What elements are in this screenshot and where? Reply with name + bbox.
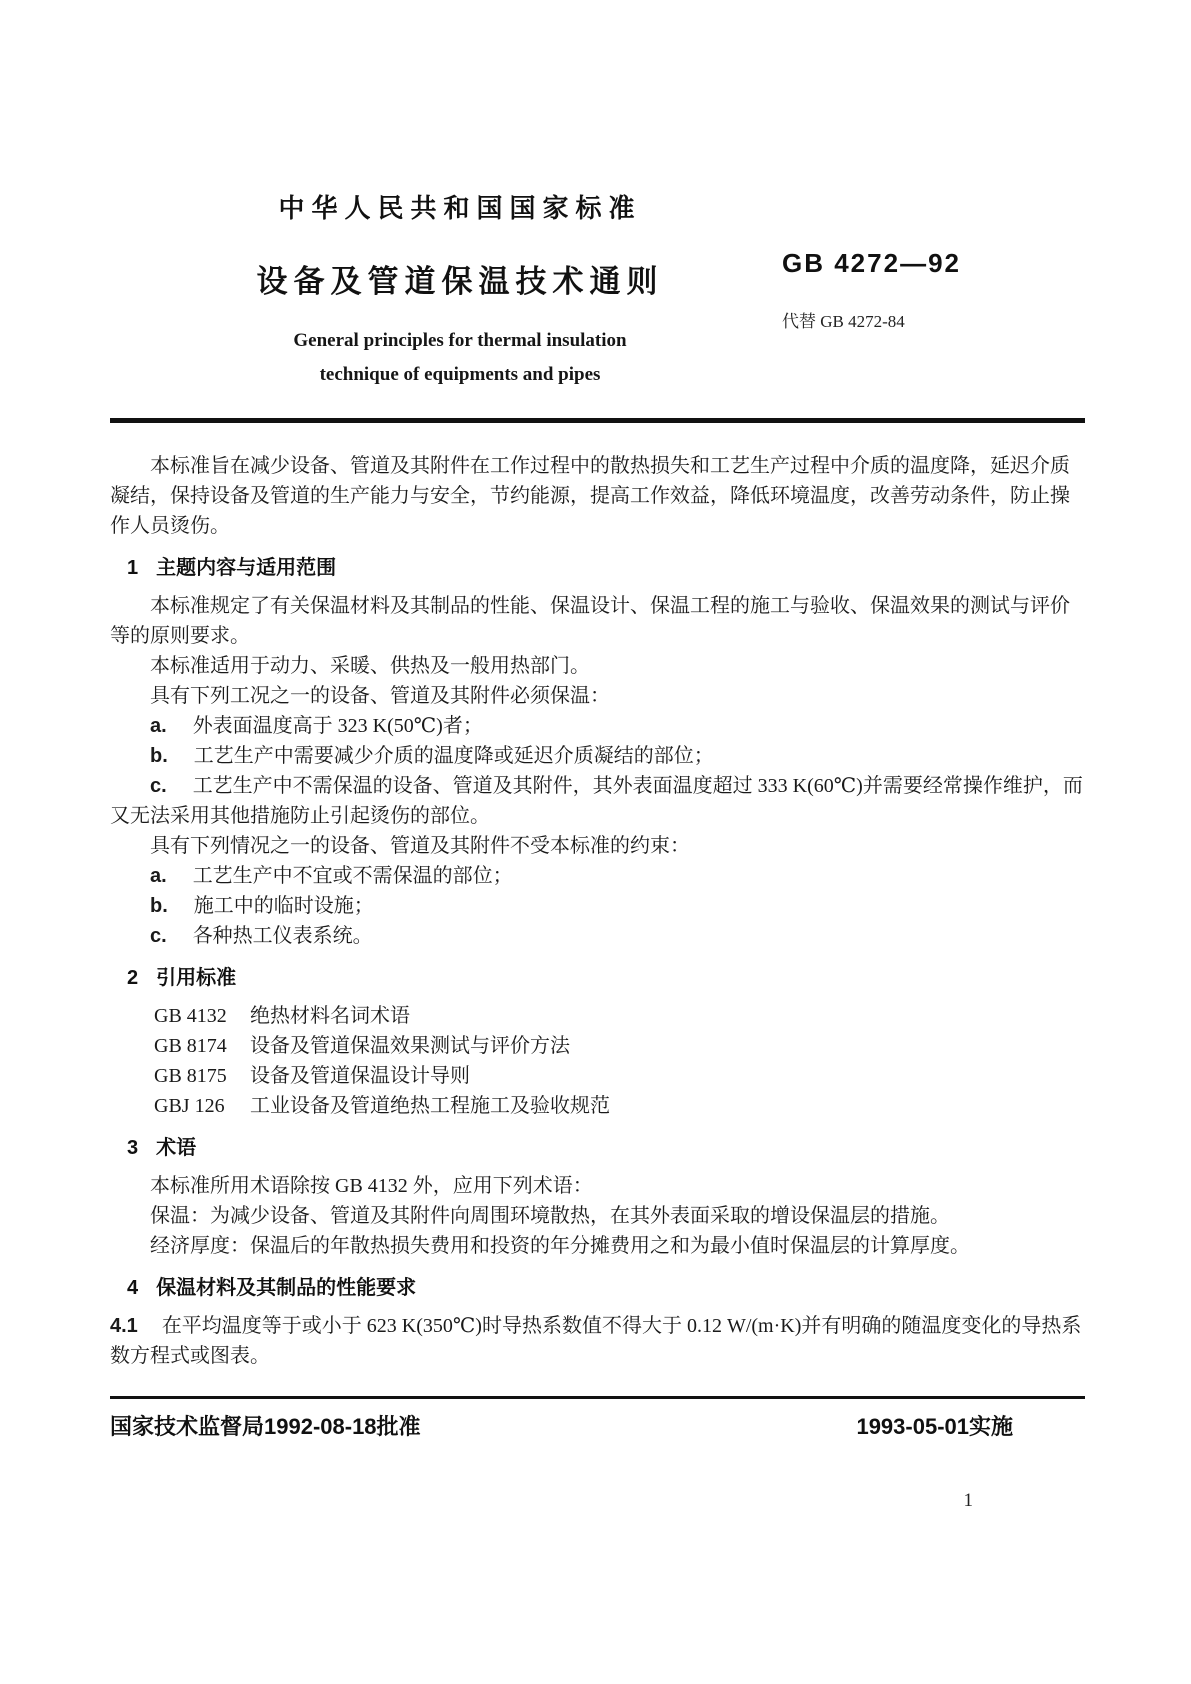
header-rule bbox=[110, 418, 1085, 423]
document-title: 设备及管道保温技术通则 bbox=[256, 264, 664, 299]
section-number: 4 bbox=[127, 1277, 139, 1299]
reference-title: 设备及管道保温效果测试与评价方法 bbox=[250, 1035, 570, 1057]
paragraph: 本标准适用于动力、采暖、供热及一般用热部门。 bbox=[150, 655, 590, 677]
section-number: 2 bbox=[127, 967, 139, 989]
list-item bbox=[110, 921, 1085, 951]
section-title: 术语 bbox=[156, 1137, 197, 1159]
list-item bbox=[110, 861, 1085, 891]
approval-info: 国家技术监督局1992-08-18批准 bbox=[110, 1414, 421, 1439]
list-item-text: 工艺生产中不宜或不需保温的部位； bbox=[192, 865, 513, 887]
reference-code: GB 8174 bbox=[154, 1035, 227, 1057]
section-4-heading bbox=[110, 1273, 1085, 1303]
paragraph: 本标准所用术语除按 GB 4132 外，应用下列术语： bbox=[150, 1175, 593, 1197]
intro-paragraph: 本标准旨在减少设备、管道及其附件在工作过程中的散热损失和工艺生产过程中介质的温度降，延迟介质凝结，保持设备及管道的生产能力与安全，节约能源，提高工作效益，降低环境温度，改善劳动条件，防止操作人员烫伤。 bbox=[110, 455, 1070, 537]
reference-code: GB 8175 bbox=[154, 1065, 227, 1087]
reference-code: GBJ 126 bbox=[154, 1095, 225, 1117]
section-1-heading bbox=[110, 553, 1085, 583]
clause-text: 在平均温度等于或小于 623 K(350℃)时导热系数值不得大于 0.12 W/(m·K)并有明确的随温度变化的导热系数方程式或图表。 bbox=[110, 1315, 1082, 1367]
clause-number: 4.1 bbox=[110, 1315, 138, 1337]
list-item-text: 工艺生产中不需保温的设备、管道及其附件，其外表面温度超过 333 K(60℃)并需要经常操作维护，而又无法采用其他措施防止引起烫伤的部位。 bbox=[110, 775, 1083, 827]
list-item bbox=[110, 711, 1085, 741]
standard-code-block bbox=[782, 248, 1082, 332]
reference-title: 工业设备及管道绝热工程施工及验收规范 bbox=[250, 1095, 610, 1117]
reference-title: 设备及管道保温设计导则 bbox=[250, 1065, 470, 1087]
document-body bbox=[110, 451, 1085, 1371]
document-header bbox=[110, 0, 1085, 392]
list-item bbox=[110, 771, 1085, 831]
english-title-line1: General principles for thermal insulation bbox=[293, 330, 627, 351]
list-item-text: 各种热工仪表系统。 bbox=[192, 925, 373, 947]
reference-item bbox=[110, 1001, 1085, 1031]
list-item-text: 外表面温度高于 323 K(50℃)者； bbox=[192, 715, 483, 737]
section-title: 保温材料及其制品的性能要求 bbox=[156, 1277, 417, 1299]
list-item-text: 施工中的临时设施； bbox=[193, 895, 374, 917]
list-item-letter: b. bbox=[150, 895, 168, 917]
list-item bbox=[110, 741, 1085, 771]
reference-item bbox=[110, 1031, 1085, 1061]
paragraph: 具有下列工况之一的设备、管道及其附件必须保温： bbox=[150, 685, 610, 707]
list-item bbox=[110, 891, 1085, 921]
national-standard-label: 中华人民共和国国家标准 bbox=[278, 193, 642, 223]
term-definition: 经济厚度：保温后的年散热损失费用和投资的年分摊费用之和为最小值时保温层的计算厚度。 bbox=[150, 1235, 970, 1257]
section-number: 1 bbox=[127, 557, 139, 579]
standard-code: GB 4272—92 bbox=[782, 248, 961, 278]
footer-rule bbox=[110, 1396, 1085, 1399]
term-definition: 保温：为减少设备、管道及其附件向周围环境散热，在其外表面采取的增设保温层的措施。 bbox=[150, 1205, 950, 1227]
list-item-letter: c. bbox=[150, 925, 167, 947]
list-item-text: 工艺生产中需要减少介质的温度降或延迟介质凝结的部位； bbox=[193, 745, 714, 767]
document-footer bbox=[110, 1410, 1085, 1441]
section-3-heading bbox=[110, 1133, 1085, 1163]
page-number: 1 bbox=[963, 1490, 973, 1511]
section-title: 引用标准 bbox=[156, 967, 237, 989]
english-title-line2: technique of equipments and pipes bbox=[319, 364, 601, 385]
reference-code: GB 4132 bbox=[154, 1005, 227, 1027]
section-title: 主题内容与适用范围 bbox=[156, 557, 337, 579]
paragraph: 本标准规定了有关保温材料及其制品的性能、保温设计、保温工程的施工与验收、保温效果的测试与评价等的原则要求。 bbox=[110, 595, 1070, 647]
section-2-heading bbox=[110, 963, 1085, 993]
implementation-date: 1993-05-01实施 bbox=[856, 1414, 1013, 1439]
reference-item bbox=[110, 1091, 1085, 1121]
list-item-letter: a. bbox=[150, 715, 167, 737]
reference-title: 绝热材料名词术语 bbox=[250, 1005, 410, 1027]
section-number: 3 bbox=[127, 1137, 139, 1159]
clause-4-1 bbox=[110, 1311, 1085, 1371]
list-item-letter: b. bbox=[150, 745, 168, 767]
list-item-letter: c. bbox=[150, 775, 167, 797]
replaces-note: 代替 GB 4272-84 bbox=[782, 312, 905, 331]
paragraph: 具有下列情况之一的设备、管道及其附件不受本标准的约束： bbox=[150, 835, 690, 857]
list-item-letter: a. bbox=[150, 865, 167, 887]
header-title-block bbox=[110, 192, 810, 392]
reference-list bbox=[110, 1001, 1085, 1121]
reference-item bbox=[110, 1061, 1085, 1091]
